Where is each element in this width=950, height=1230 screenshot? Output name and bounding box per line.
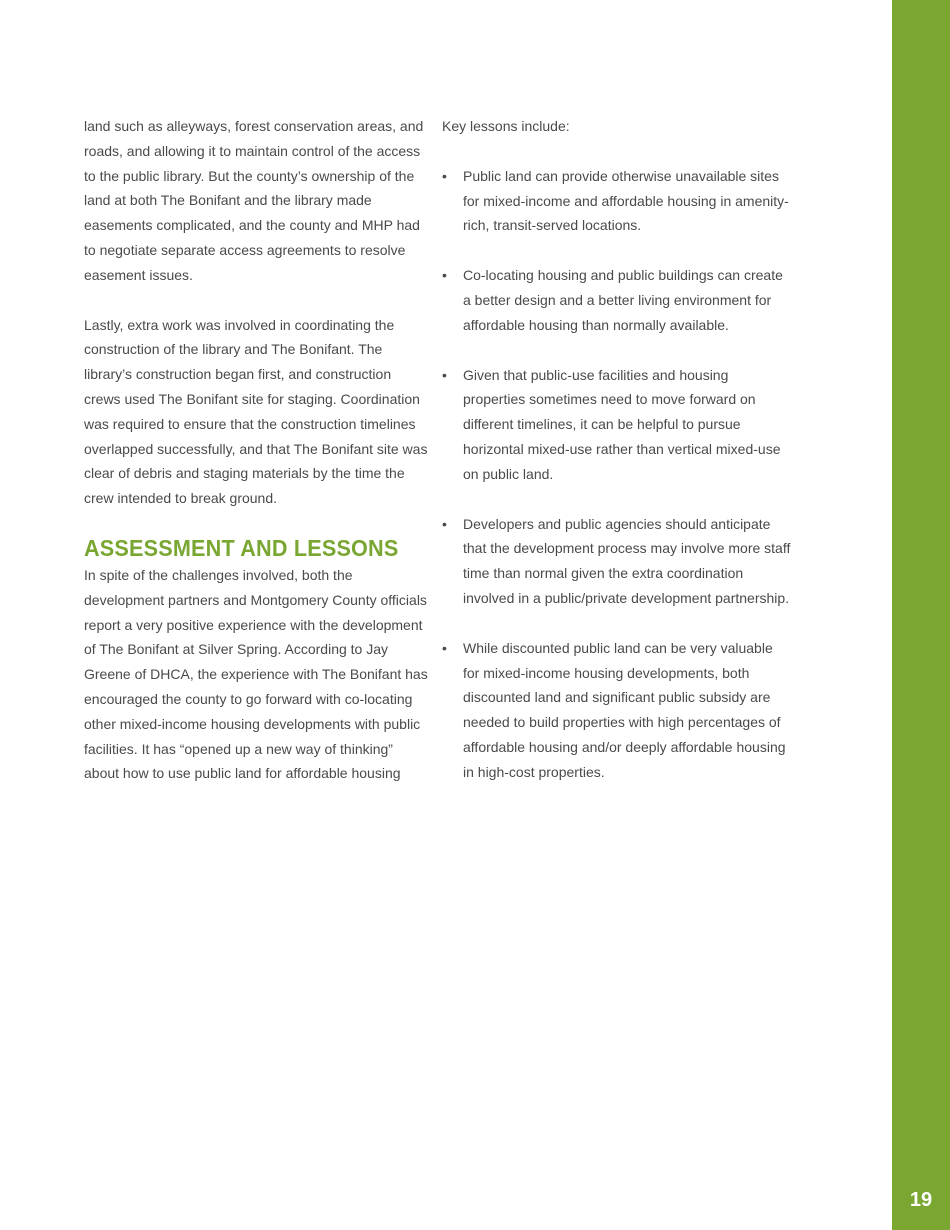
lessons-intro: Key lessons include: — [442, 118, 570, 134]
list-item — [442, 363, 792, 487]
list-item — [442, 636, 792, 785]
list-item-text: Given that public-use facilities and housing properties sometimes need to move forward on different timelines, it can be helpful to pursue horizontal mixed-use rather than vertical mixed-use on public land. — [463, 366, 781, 482]
body-paragraph: land such as alleyways, forest conservation areas, and roads, and allowing it to maintain control of the access to the public library. But the county’s ownership of the land at both The Bonifant and the library made easements complicated, and the county and MHP had to negotiate separate access agreements to resolve easement issues. — [84, 118, 424, 283]
list-item — [442, 164, 792, 238]
bullet-icon: • — [442, 167, 447, 184]
section-heading: ASSESSMENT AND LESSONS — [84, 534, 399, 561]
bullet-icon: • — [442, 515, 447, 532]
list-item-text: Developers and public agencies should anticipate that the development process may involve more staff time than normal given the extra coordination involved in a public/private development partnership. — [463, 515, 791, 606]
section-paragraph: In spite of the challenges involved, both the development partners and Montgomery County officials report a very positive experience with the development of The Bonifant at Silver Spring. According to Jay Greene of DHCA, the experience with The Bonifant has encouraged the county to go forward with co-locating other mixed-income housing developments with public facilities. It has “opened up a new way of thinking” about how to use public land for affordable housing — [84, 566, 428, 782]
list-item — [442, 263, 792, 337]
list-item-text: While discounted public land can be very valuable for mixed-income housing developments, both discounted land and significant public subsidy are needed to build properties with high percentages of affordable housing and/or deeply affordable housing in high-cost properties. — [463, 639, 786, 780]
lessons-list — [442, 164, 792, 785]
bullet-icon: • — [442, 639, 447, 656]
left-column — [84, 114, 430, 786]
right-column — [442, 114, 792, 785]
bullet-icon: • — [442, 267, 447, 284]
list-item-text: Public land can provide otherwise unavailable sites for mixed-income and affordable housing in amenity-rich, transit-served locations. — [463, 167, 789, 234]
list-item-text: Co-locating housing and public buildings can create a better design and a better living environment for affordable housing than normally available. — [463, 267, 783, 333]
page-sidebar — [892, 0, 950, 1230]
body-paragraph: Lastly, extra work was involved in coordinating the construction of the library and The Bonifant. The library’s construction began first, and construction crews used The Bonifant site for staging. Coordination was required to ensure that the construction timelines overlapped successfully, and that The Bonifant site was clear of debris and staging materials by the time the crew intended to break ground. — [84, 316, 428, 507]
bullet-icon: • — [442, 366, 447, 383]
page-number: 19 — [909, 1189, 933, 1211]
list-item — [442, 512, 792, 611]
